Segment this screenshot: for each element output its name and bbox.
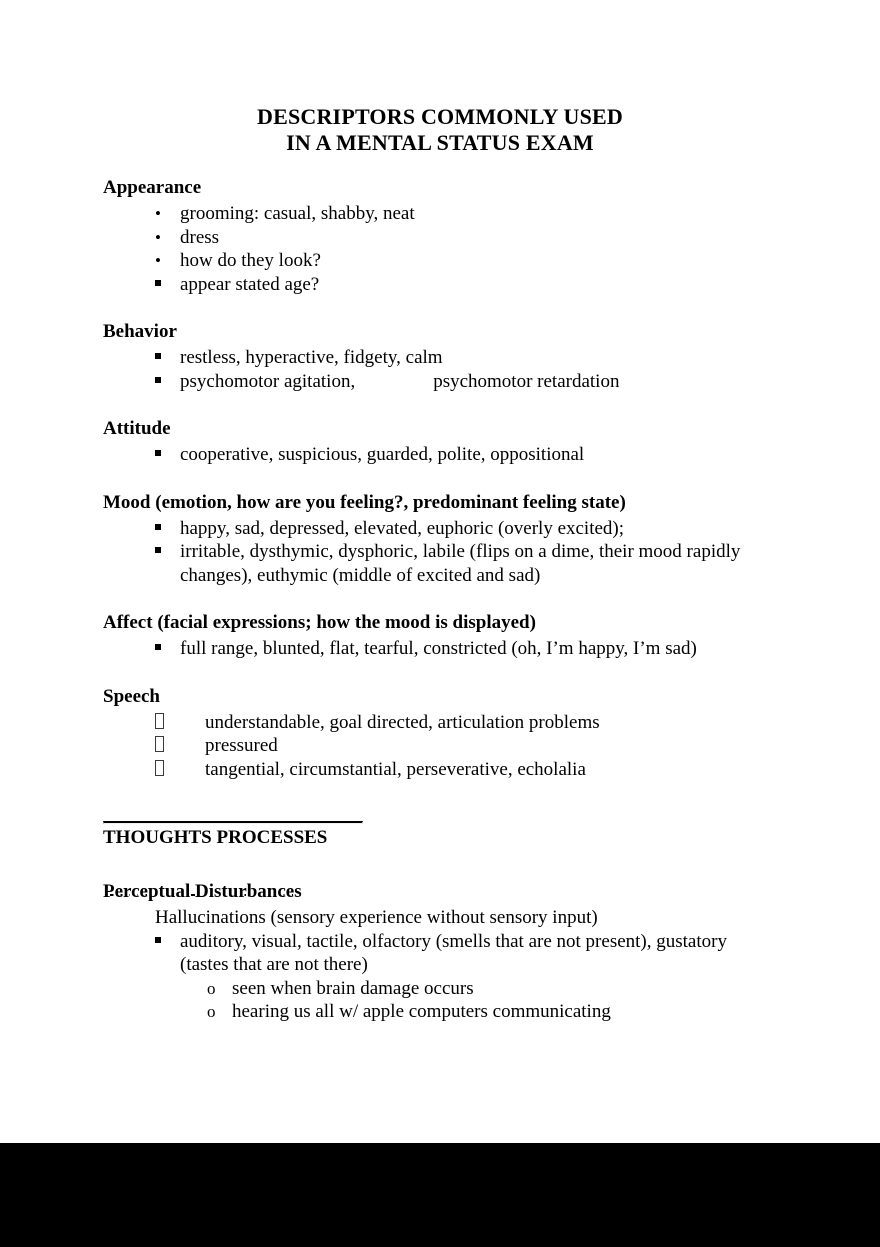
list-item-label: how do they look? <box>180 250 321 271</box>
bullet-dot-icon <box>155 202 175 226</box>
list-item-label: cooperative, suspicious, guarded, polite, oppositional <box>180 444 585 465</box>
list-item <box>0 346 880 370</box>
list-item-label: dress <box>180 226 220 248</box>
list-item-label: appear stated age? <box>180 273 320 295</box>
list-item-label: happy, sad, depressed, elevated, euphoric (overly excited); <box>180 517 625 539</box>
bullet-square-icon <box>155 637 175 661</box>
attitude-list <box>0 443 880 467</box>
bullet-circle-icon <box>207 977 227 1001</box>
list-item <box>0 758 880 782</box>
list-item <box>0 637 880 661</box>
section-heading-thoughts-processes: THOUGHTS PROCESSES <box>103 827 328 848</box>
bullet-dot-icon <box>155 226 175 250</box>
list-item-label-left: psychomotor agitation, <box>180 370 356 392</box>
list-item-label: grooming: casual, shabby, neat <box>180 203 415 224</box>
page-title-line-2: IN A MENTAL STATUS EXAM <box>286 130 594 155</box>
bullet-missing-glyph-icon <box>155 711 175 735</box>
list-item-label: hearing us all w/ apple computers communicating <box>232 1001 611 1022</box>
list-item <box>0 202 880 226</box>
list-item <box>0 711 880 735</box>
list-item-label: restless, hyperactive, fidgety, calm <box>180 347 443 368</box>
bullet-square-icon <box>155 517 175 541</box>
appearance-list <box>0 202 880 296</box>
list-item <box>0 443 880 467</box>
list-item-label: seen when brain damage occurs <box>232 977 474 999</box>
page-title-line-1: DESCRIPTORS COMMONLY USED <box>256 104 624 129</box>
list-item-label-right: psychomotor retardation <box>433 370 620 392</box>
bullet-square-icon <box>155 346 175 370</box>
section-behavior <box>0 318 880 393</box>
list-item <box>0 273 880 297</box>
perceptual-disturbances-wrap <box>0 878 880 906</box>
bullet-square-icon <box>155 443 175 467</box>
bullet-square-icon <box>155 370 175 394</box>
list-item <box>0 370 880 394</box>
section-affect <box>0 609 880 661</box>
bullet-dot-icon <box>155 249 175 273</box>
bullet-square-icon <box>155 930 175 954</box>
list-item-label: understandable, goal directed, articulation problems <box>205 711 600 733</box>
hallucinations-intro: Hallucinations (sensory experience without sensory input) <box>155 907 598 928</box>
list-item-label: auditory, visual, tactile, olfactory (smells that are not present), gustatory (tastes that are not there) <box>180 930 727 975</box>
bullet-square-icon <box>155 273 175 297</box>
list-item-label: tangential, circumstantial, perseverative, echolalia <box>205 758 586 780</box>
section-mood <box>0 489 880 588</box>
bullet-missing-glyph-icon <box>155 734 175 758</box>
bullet-square-icon <box>155 540 175 564</box>
list-item-label: full range, blunted, flat, tearful, constricted (oh, I’m happy, I’m sad) <box>180 638 697 659</box>
page-bottom-black-band <box>0 1143 880 1247</box>
section-attitude <box>0 415 880 467</box>
section-heading-behavior: Behavior <box>103 321 177 342</box>
hallucinations-list <box>0 930 880 1024</box>
behavior-list <box>0 346 880 393</box>
affect-list <box>0 637 880 661</box>
list-item <box>0 734 880 758</box>
list-item-label: irritable, dysthymic, dysphoric, labile (flips on a dime, their mood rapidly changes), euthymic (middle of excited and sad) <box>180 541 741 586</box>
speech-list <box>0 711 880 782</box>
list-item <box>0 226 880 250</box>
section-heading-affect: Affect (facial expressions; how the mood is displayed) <box>103 612 536 633</box>
list-item <box>0 517 880 541</box>
list-item-label: pressured <box>205 735 278 756</box>
section-heading-speech: Speech <box>103 685 160 707</box>
section-thoughts-processes <box>0 824 880 1024</box>
section-speech <box>0 683 880 782</box>
section-heading-appearance: Appearance <box>103 177 202 198</box>
list-item <box>0 930 880 977</box>
bullet-missing-glyph-icon <box>155 758 175 782</box>
section-appearance <box>0 174 880 296</box>
section-heading-attitude: Attitude <box>103 418 171 439</box>
list-item <box>0 977 880 1001</box>
list-item <box>0 249 880 273</box>
list-item <box>0 540 880 587</box>
section-heading-perceptual-disturbances: Perceptual Disturbances <box>103 881 302 902</box>
section-heading-mood: Mood (emotion, how are you feeling?, predominant feeling state) <box>103 491 626 513</box>
bullet-circle-icon <box>207 1000 227 1024</box>
list-item <box>0 1000 880 1024</box>
mood-list <box>0 517 880 588</box>
page-title <box>0 0 880 156</box>
